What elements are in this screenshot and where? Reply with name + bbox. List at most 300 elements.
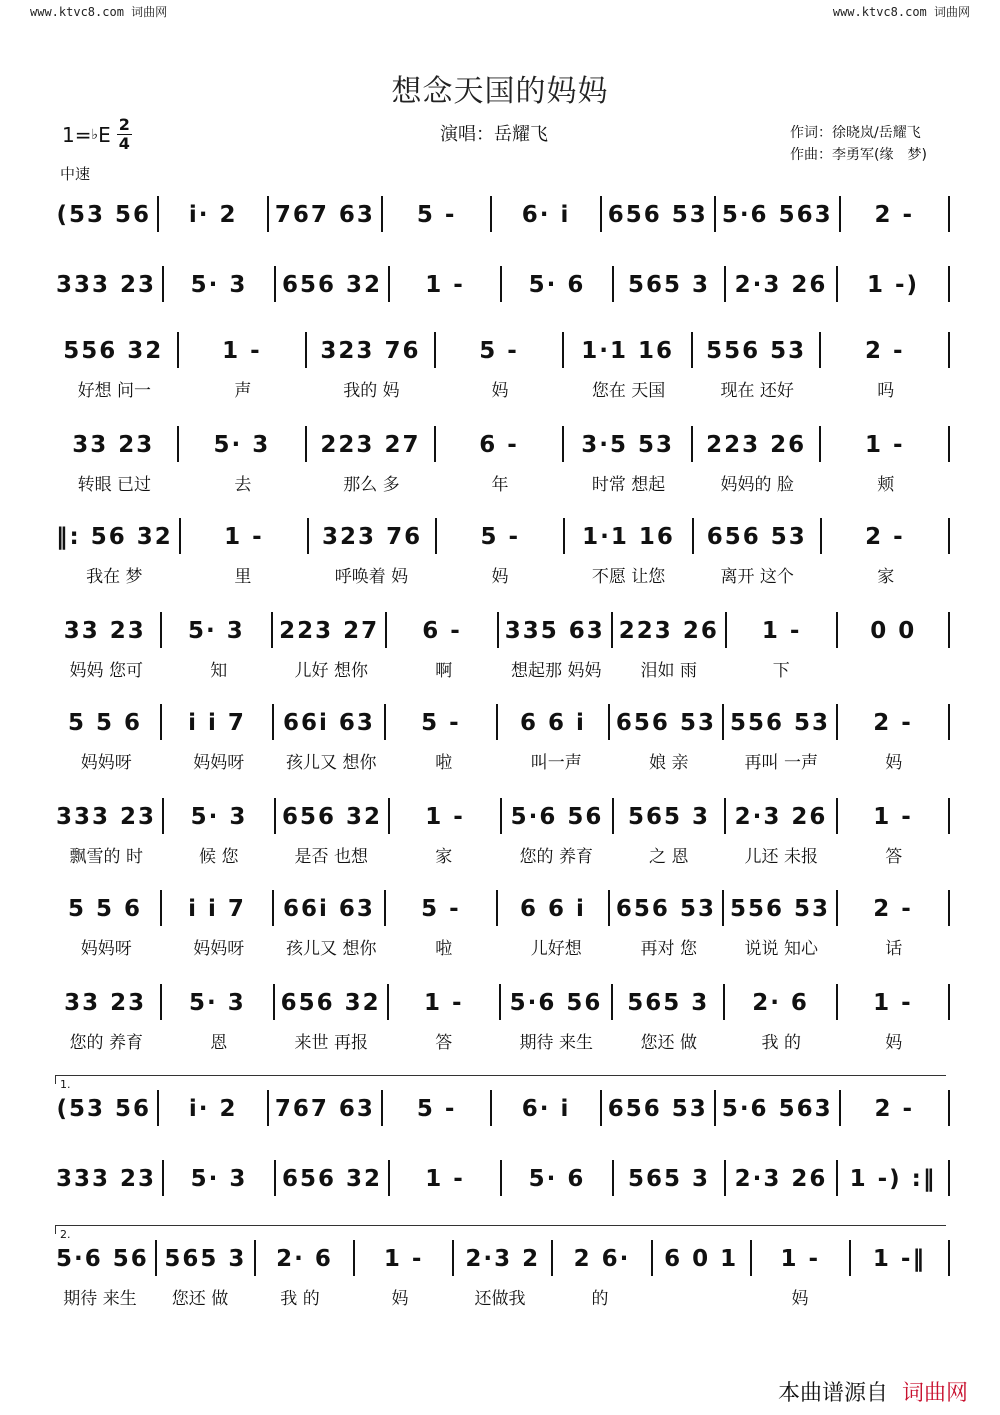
measure bbox=[179, 332, 308, 368]
lyric: 不愿 让您 bbox=[591, 567, 666, 587]
lyric: 妈 bbox=[491, 381, 509, 401]
measure-notes: 656 53 bbox=[706, 524, 807, 550]
lyric: 妈 bbox=[885, 1033, 903, 1053]
measure-notes: 1 - bbox=[864, 432, 905, 458]
measure bbox=[822, 518, 950, 554]
measure-notes: 1 - bbox=[423, 990, 464, 1016]
lyric: 恩 bbox=[210, 1033, 228, 1053]
measure-notes: 0 0 bbox=[870, 618, 917, 644]
notes-row bbox=[50, 196, 950, 232]
measure-notes: 565 3 bbox=[627, 990, 710, 1016]
lyric: 您还 做 bbox=[640, 1033, 697, 1053]
measure bbox=[50, 196, 159, 232]
measure-notes: 2·3 26 bbox=[734, 272, 828, 298]
flat-symbol: ♭ bbox=[91, 126, 99, 143]
lyric: 孩儿又 想你 bbox=[286, 753, 377, 773]
measure bbox=[693, 332, 822, 368]
tempo-marking: 中速 bbox=[60, 165, 91, 183]
measure bbox=[50, 332, 179, 368]
measure bbox=[50, 1240, 157, 1276]
measure bbox=[162, 984, 274, 1020]
footer bbox=[778, 1376, 968, 1407]
lyric: 妈 bbox=[491, 567, 509, 587]
lyric: 妈 bbox=[391, 1289, 409, 1309]
measure bbox=[726, 1160, 838, 1196]
lyric bbox=[850, 1284, 950, 1308]
measure bbox=[838, 798, 950, 834]
lyric: 时常 想起 bbox=[591, 475, 666, 495]
lyric: 飘雪的 时 bbox=[69, 847, 143, 867]
measure-notes: 1 -) :‖ bbox=[849, 1166, 937, 1192]
measure bbox=[614, 266, 726, 302]
measure-notes: 2 - bbox=[873, 896, 913, 922]
lyric: 您的 养育 bbox=[69, 1033, 143, 1053]
lyric: 吗 bbox=[877, 381, 895, 401]
measure bbox=[838, 890, 950, 926]
measure-notes: 5 5 6 bbox=[67, 710, 142, 736]
measure-notes: 656 32 bbox=[282, 1166, 383, 1192]
system-6 bbox=[50, 612, 950, 680]
ending-bracket-2 bbox=[55, 1225, 946, 1241]
notes-row bbox=[50, 612, 950, 648]
lyric: 颊 bbox=[877, 475, 895, 495]
measure bbox=[502, 1160, 614, 1196]
measure bbox=[179, 426, 308, 462]
lyrics-row bbox=[50, 1028, 950, 1052]
song-title: 想念天国的妈妈 bbox=[391, 74, 609, 109]
measure-notes: 6 - bbox=[422, 618, 462, 644]
measure-notes: 1 - bbox=[222, 338, 262, 364]
measure bbox=[50, 266, 164, 302]
measure-notes: 5· 3 bbox=[189, 990, 246, 1016]
lyric: 您在 天国 bbox=[591, 381, 666, 401]
lyric: 答 bbox=[435, 1033, 453, 1053]
lyric: 期待 来生 bbox=[63, 1289, 137, 1309]
measure bbox=[50, 518, 181, 554]
measure-notes: 223 26 bbox=[618, 618, 719, 644]
lyric: 妈妈呀 bbox=[193, 753, 245, 773]
measure-notes: 5· 6 bbox=[528, 272, 586, 298]
measure-notes: 2·3 26 bbox=[734, 804, 828, 830]
measure-notes: 5· 3 bbox=[187, 618, 245, 644]
lyric: 的 bbox=[591, 1289, 609, 1309]
measure bbox=[307, 332, 436, 368]
measure-notes: 5·6 56 bbox=[56, 1246, 149, 1272]
measure bbox=[498, 704, 610, 740]
measure bbox=[499, 612, 613, 648]
measure bbox=[725, 984, 837, 1020]
lyric: 妈妈的 脸 bbox=[720, 475, 794, 495]
lyrics-row bbox=[50, 376, 950, 400]
measure bbox=[269, 1090, 383, 1126]
measure bbox=[613, 612, 727, 648]
measure-notes: 2·3 2 bbox=[465, 1246, 541, 1272]
lyric: 现在 还好 bbox=[720, 381, 794, 401]
measure-notes: 2·3 26 bbox=[734, 1166, 828, 1192]
notes-row bbox=[50, 704, 950, 740]
lyric: 下 bbox=[772, 661, 790, 681]
measure bbox=[821, 426, 950, 462]
measure bbox=[436, 426, 565, 462]
measure bbox=[724, 704, 838, 740]
time-signature bbox=[117, 116, 132, 153]
measure-notes: 5·6 563 bbox=[721, 202, 833, 228]
measure-notes: 767 63 bbox=[274, 202, 375, 228]
notes-row bbox=[50, 798, 950, 834]
notes-row bbox=[50, 518, 950, 554]
measure-notes: 556 53 bbox=[729, 710, 830, 736]
lyrics-row bbox=[50, 748, 950, 772]
notes-row bbox=[50, 426, 950, 462]
measure bbox=[386, 704, 498, 740]
measure-notes: 335 63 bbox=[504, 618, 605, 644]
measure bbox=[273, 612, 387, 648]
measure-notes: 1 - bbox=[761, 618, 802, 644]
measure-notes: 556 53 bbox=[729, 896, 830, 922]
measure-notes: 565 3 bbox=[164, 1246, 247, 1272]
measure bbox=[851, 1240, 950, 1276]
measure-notes: 333 23 bbox=[56, 272, 157, 298]
lyric: 妈 bbox=[791, 1289, 809, 1309]
measure-notes: 565 3 bbox=[627, 1166, 711, 1192]
measure-notes: i i 7 bbox=[188, 710, 246, 736]
notes-row bbox=[50, 1160, 950, 1196]
measure-notes: 6 6 i bbox=[519, 710, 586, 736]
measure bbox=[502, 798, 614, 834]
measure bbox=[838, 984, 950, 1020]
key-signature bbox=[62, 116, 132, 153]
measure-notes: 323 76 bbox=[322, 524, 423, 550]
measure-notes: 2· 6 bbox=[276, 1246, 333, 1272]
measure-notes: 1 - bbox=[425, 804, 465, 830]
system-8 bbox=[50, 798, 950, 866]
lyric: 声 bbox=[234, 381, 252, 401]
measure bbox=[389, 984, 501, 1020]
measure bbox=[162, 890, 274, 926]
measure bbox=[162, 704, 274, 740]
measure-notes: 1·1 16 bbox=[581, 338, 674, 364]
credits bbox=[790, 122, 927, 166]
lyric: 知 bbox=[210, 661, 228, 681]
measure-notes: 1 - bbox=[425, 1166, 465, 1192]
measure bbox=[387, 612, 499, 648]
notes-row bbox=[50, 1090, 950, 1126]
measure-notes: 656 32 bbox=[282, 272, 383, 298]
measure bbox=[50, 1160, 164, 1196]
measure-notes: 1 - bbox=[224, 524, 264, 550]
measure bbox=[164, 798, 276, 834]
lyric: 之 恩 bbox=[649, 847, 689, 867]
measure-notes: 656 53 bbox=[607, 202, 708, 228]
measure bbox=[752, 1240, 851, 1276]
lyric bbox=[838, 656, 951, 680]
time-numerator: 2 bbox=[118, 115, 130, 134]
measure bbox=[50, 612, 162, 648]
measure bbox=[50, 704, 162, 740]
system-11 bbox=[50, 1090, 950, 1126]
measure-notes: 1 -) bbox=[866, 272, 920, 298]
lyric: 答 bbox=[885, 847, 903, 867]
notes-row bbox=[50, 266, 950, 302]
measure bbox=[276, 798, 390, 834]
measure-notes: 6· i bbox=[521, 202, 571, 228]
lyric: 说说 知心 bbox=[744, 939, 818, 959]
measure-notes: 565 3 bbox=[627, 804, 711, 830]
measure bbox=[501, 984, 613, 1020]
measure bbox=[256, 1240, 355, 1276]
measure bbox=[565, 518, 693, 554]
measure-notes: 767 63 bbox=[274, 1096, 375, 1122]
measure bbox=[50, 798, 164, 834]
measure-notes: 323 76 bbox=[320, 338, 421, 364]
lyric: 里 bbox=[234, 567, 252, 587]
lyric: 期待 来生 bbox=[519, 1033, 593, 1053]
footer-text: 本曲谱源自 bbox=[777, 1381, 888, 1406]
lyric: 离开 这个 bbox=[720, 567, 794, 587]
measure bbox=[274, 704, 386, 740]
lyric: 是否 也想 bbox=[294, 847, 368, 867]
measure bbox=[276, 1160, 390, 1196]
measure bbox=[275, 984, 389, 1020]
lyric: 再叫 一声 bbox=[744, 753, 818, 773]
measure-notes: 223 27 bbox=[279, 618, 380, 644]
measure-notes: 5·6 563 bbox=[721, 1096, 833, 1122]
measure-notes: 33 23 bbox=[63, 618, 146, 644]
measure-notes: ‖: 56 32 bbox=[56, 524, 173, 550]
measure bbox=[693, 426, 822, 462]
measure bbox=[564, 332, 693, 368]
measure-notes: 5·6 56 bbox=[510, 804, 604, 830]
lyric: 去 bbox=[234, 475, 252, 495]
measure bbox=[821, 332, 950, 368]
measure-notes: 1 - bbox=[425, 272, 465, 298]
measure-notes: 5 - bbox=[421, 710, 461, 736]
measure bbox=[727, 612, 839, 648]
measure bbox=[164, 266, 276, 302]
measure-notes: 556 53 bbox=[706, 338, 807, 364]
system-1 bbox=[50, 196, 950, 232]
measure-notes: 1·1 16 bbox=[582, 524, 675, 550]
measure-notes: 33 23 bbox=[64, 990, 147, 1016]
watermark-left: www.ktvc8.com 词曲网 bbox=[30, 5, 168, 19]
lyric: 再对 您 bbox=[640, 939, 697, 959]
lyric: 啦 bbox=[435, 753, 453, 773]
lyric: 候 您 bbox=[199, 847, 239, 867]
system-12 bbox=[50, 1160, 950, 1196]
measure-notes: 1 - bbox=[383, 1246, 424, 1272]
notes-row bbox=[50, 984, 950, 1020]
footer-brand[interactable]: 词曲网 bbox=[901, 1381, 968, 1406]
system-3 bbox=[50, 332, 950, 400]
measure bbox=[159, 1090, 268, 1126]
measure bbox=[454, 1240, 553, 1276]
measure bbox=[386, 890, 498, 926]
measure bbox=[436, 332, 565, 368]
measure bbox=[492, 196, 601, 232]
notes-row bbox=[50, 890, 950, 926]
measure bbox=[716, 196, 841, 232]
system-13 bbox=[50, 1240, 950, 1308]
measure bbox=[390, 798, 502, 834]
lyric: 还做我 bbox=[474, 1289, 526, 1309]
measure-notes: 656 32 bbox=[282, 804, 383, 830]
measure-notes: 6 6 i bbox=[519, 896, 586, 922]
measure-notes: i· 2 bbox=[188, 1096, 238, 1122]
measure bbox=[564, 426, 693, 462]
lyric: 妈妈呀 bbox=[193, 939, 245, 959]
measure bbox=[498, 890, 610, 926]
measure bbox=[841, 196, 950, 232]
lyric: 孩儿又 想你 bbox=[286, 939, 377, 959]
measure bbox=[610, 704, 724, 740]
measure-notes: 5· 3 bbox=[190, 804, 248, 830]
lyrics-row bbox=[50, 562, 950, 586]
measure bbox=[307, 426, 436, 462]
measure-notes: 2 - bbox=[865, 524, 905, 550]
lyric: 妈 bbox=[885, 753, 903, 773]
measure-notes: 1 - bbox=[873, 990, 913, 1016]
lyric: 妈妈呀 bbox=[80, 939, 132, 959]
lyric: 啊 bbox=[435, 661, 453, 681]
measure-notes: 1 -‖ bbox=[872, 1246, 926, 1272]
measure-notes: 2 - bbox=[864, 338, 905, 364]
system-9 bbox=[50, 890, 950, 958]
measure-notes: 656 53 bbox=[615, 710, 716, 736]
measure-notes: 33 23 bbox=[72, 432, 155, 458]
measure bbox=[838, 266, 950, 302]
measure-notes: 333 23 bbox=[56, 1166, 157, 1192]
lyric: 转眼 已过 bbox=[77, 475, 151, 495]
lyric: 泪如 雨 bbox=[640, 661, 697, 681]
measure-notes: 223 27 bbox=[320, 432, 421, 458]
measure-notes: 1 - bbox=[873, 804, 913, 830]
singer-credit: 演唱：岳耀飞 bbox=[440, 124, 548, 145]
measure-notes: 66i 63 bbox=[283, 710, 375, 736]
system-4 bbox=[50, 426, 950, 494]
measure bbox=[383, 196, 492, 232]
key-note: E bbox=[98, 122, 111, 147]
lyric: 想起那 妈妈 bbox=[511, 661, 602, 681]
measure bbox=[164, 1160, 276, 1196]
measure bbox=[610, 890, 724, 926]
measure-notes: i· 2 bbox=[188, 202, 238, 228]
measure bbox=[390, 266, 502, 302]
measure bbox=[502, 266, 614, 302]
measure-notes: 565 3 bbox=[627, 272, 711, 298]
lyric: 话 bbox=[885, 939, 903, 959]
lyrics-row bbox=[50, 842, 950, 866]
measure bbox=[50, 890, 162, 926]
lyric: 我 的 bbox=[280, 1289, 320, 1309]
measure-notes: 556 32 bbox=[63, 338, 164, 364]
measure bbox=[841, 1090, 950, 1126]
measure-notes: 656 53 bbox=[615, 896, 716, 922]
measure bbox=[838, 704, 950, 740]
measure-notes: 6 0 1 bbox=[664, 1246, 739, 1272]
system-5 bbox=[50, 518, 950, 586]
measure-notes: i i 7 bbox=[188, 896, 246, 922]
measure bbox=[553, 1240, 652, 1276]
measure bbox=[274, 890, 386, 926]
measure-notes: 6· i bbox=[521, 1096, 571, 1122]
ending-bracket-1 bbox=[55, 1075, 946, 1091]
system-10 bbox=[50, 984, 950, 1052]
lyrics-row bbox=[50, 1284, 950, 1308]
measure-notes: 2 - bbox=[873, 710, 913, 736]
measure bbox=[724, 890, 838, 926]
lyric: 啦 bbox=[435, 939, 453, 959]
lyric: 儿好 想你 bbox=[294, 661, 368, 681]
measure bbox=[716, 1090, 841, 1126]
measure bbox=[602, 196, 716, 232]
measure-notes: 5· 3 bbox=[213, 432, 271, 458]
measure bbox=[613, 984, 725, 1020]
measure bbox=[50, 1090, 159, 1126]
measure-notes: 5 - bbox=[416, 1096, 457, 1122]
ending-label-2: 2. bbox=[60, 1228, 71, 1241]
measure bbox=[159, 196, 268, 232]
measure-notes: 656 32 bbox=[280, 990, 381, 1016]
measure bbox=[276, 266, 390, 302]
measure bbox=[602, 1090, 716, 1126]
time-denominator: 4 bbox=[118, 134, 130, 153]
measure bbox=[390, 1160, 502, 1196]
lyricist-credit: 作词：徐晓岚/岳耀飞 bbox=[790, 125, 921, 141]
lyric: 年 bbox=[491, 475, 509, 495]
measure-notes: 2 - bbox=[874, 1096, 915, 1122]
measure-notes: 66i 63 bbox=[283, 896, 375, 922]
composer-credit: 作曲：李勇军(缘 梦) bbox=[790, 147, 927, 163]
measure-notes: 656 53 bbox=[607, 1096, 708, 1122]
lyric: 呼唤着 妈 bbox=[334, 567, 409, 587]
measure bbox=[437, 518, 565, 554]
measure-notes: 5 - bbox=[480, 524, 521, 550]
measure bbox=[614, 1160, 726, 1196]
measure-notes: 2 6· bbox=[573, 1246, 631, 1272]
lyric: 娘 亲 bbox=[649, 753, 689, 773]
measure-notes: 5·6 56 bbox=[509, 990, 603, 1016]
notes-row bbox=[50, 332, 950, 368]
measure-notes: (53 56 bbox=[56, 202, 151, 228]
lyric: 那么 多 bbox=[343, 475, 400, 495]
measure-notes: 2 - bbox=[874, 202, 915, 228]
measure bbox=[181, 518, 309, 554]
lyrics-row bbox=[50, 656, 950, 680]
measure-notes: 2· 6 bbox=[752, 990, 809, 1016]
measure-notes: 5 - bbox=[421, 896, 461, 922]
lyric: 您的 养育 bbox=[519, 847, 593, 867]
measure-notes: 3·5 53 bbox=[581, 432, 674, 458]
measure-notes: 5· 3 bbox=[190, 272, 248, 298]
measure bbox=[492, 1090, 601, 1126]
lyric bbox=[650, 1284, 750, 1308]
measure-notes: 5 5 6 bbox=[67, 896, 142, 922]
measure bbox=[726, 798, 838, 834]
measure bbox=[653, 1240, 752, 1276]
lyric: 来世 再报 bbox=[294, 1033, 368, 1053]
watermark-right: www.ktvc8.com 词曲网 bbox=[832, 5, 970, 19]
lyric: 我的 妈 bbox=[343, 381, 400, 401]
system-7 bbox=[50, 704, 950, 772]
lyric: 儿好想 bbox=[530, 939, 582, 959]
measure-notes: 5 - bbox=[479, 338, 519, 364]
measure-notes: 5· 3 bbox=[190, 1166, 248, 1192]
key-prefix: 1= bbox=[62, 122, 92, 147]
measure bbox=[355, 1240, 454, 1276]
measure bbox=[614, 798, 726, 834]
lyric: 您还 做 bbox=[171, 1289, 229, 1309]
measure-notes: 5 - bbox=[416, 202, 457, 228]
